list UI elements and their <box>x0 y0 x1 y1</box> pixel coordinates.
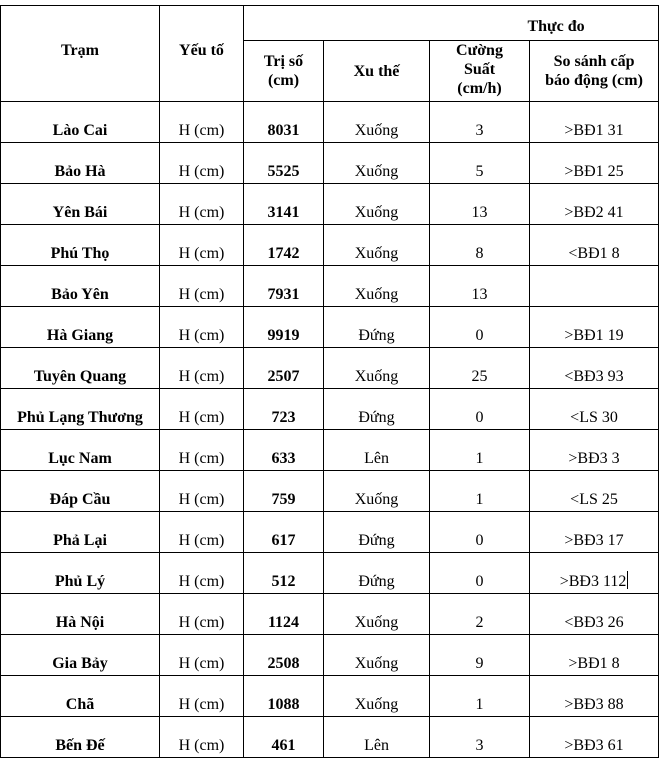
cell-trend[interactable]: Đứng <box>324 553 430 594</box>
cell-station[interactable]: Phú Thọ <box>1 225 160 266</box>
table-row <box>1 389 659 430</box>
cell-rate[interactable]: 0 <box>430 307 530 348</box>
table-row <box>1 430 659 471</box>
cell-rate[interactable]: 0 <box>430 512 530 553</box>
cell-element[interactable]: H (cm) <box>160 307 244 348</box>
cell-trend[interactable]: Xuống <box>324 143 430 184</box>
header-alarm-line2: báo động (cm) <box>545 72 643 89</box>
cell-trend[interactable]: Đứng <box>324 512 430 553</box>
cell-station[interactable]: Lục Nam <box>1 430 160 471</box>
cell-trend[interactable]: Xuống <box>324 471 430 512</box>
cell-trend[interactable]: Xuống <box>324 635 430 676</box>
cell-alarm-comparison[interactable]: >BĐ1 19 <box>530 307 659 348</box>
cell-element[interactable]: H (cm) <box>160 553 244 594</box>
cell-station[interactable]: Phủ Lạng Thương <box>1 389 160 430</box>
header-value-line1: Trị số <box>263 53 304 70</box>
cell-value[interactable]: 3141 <box>244 184 324 225</box>
cell-element[interactable]: H (cm) <box>160 266 244 307</box>
cell-rate[interactable]: 3 <box>430 717 530 758</box>
cell-rate[interactable]: 13 <box>430 266 530 307</box>
cell-alarm-comparison[interactable]: >BĐ3 17 <box>530 512 659 553</box>
cell-station[interactable]: Bảo Hà <box>1 143 160 184</box>
table-row <box>1 512 659 553</box>
cell-value[interactable]: 1742 <box>244 225 324 266</box>
cell-value[interactable]: 1124 <box>244 594 324 635</box>
cell-element[interactable]: H (cm) <box>160 184 244 225</box>
cell-rate[interactable]: 8 <box>430 225 530 266</box>
header-rate-line3: (cm/h) <box>457 80 502 97</box>
cell-trend[interactable]: Xuống <box>324 184 430 225</box>
cell-trend[interactable]: Đứng <box>324 389 430 430</box>
cell-alarm-comparison[interactable]: >BĐ1 31 <box>530 102 659 143</box>
cell-station[interactable]: Hà Giang <box>1 307 160 348</box>
header-alarm <box>530 41 659 102</box>
header-alarm-line1: So sánh cấp <box>553 53 635 70</box>
header-value <box>244 41 324 102</box>
cell-station[interactable]: Gia Bảy <box>1 635 160 676</box>
cell-value[interactable]: 1088 <box>244 676 324 717</box>
cell-element[interactable]: H (cm) <box>160 676 244 717</box>
cell-value[interactable]: 7931 <box>244 266 324 307</box>
cell-trend[interactable]: Xuống <box>324 266 430 307</box>
cell-element[interactable]: H (cm) <box>160 594 244 635</box>
cell-alarm-comparison[interactable]: <LS 25 <box>530 471 659 512</box>
cell-station[interactable]: Yên Bái <box>1 184 160 225</box>
table-row <box>1 594 659 635</box>
cell-station[interactable]: Lào Cai <box>1 102 160 143</box>
cell-rate[interactable]: 2 <box>430 594 530 635</box>
water-level-table <box>0 5 659 758</box>
table-row <box>1 348 659 389</box>
cell-value[interactable]: 2507 <box>244 348 324 389</box>
cell-rate[interactable]: 13 <box>430 184 530 225</box>
header-rate-line1: Cường <box>456 42 503 59</box>
table-row <box>1 676 659 717</box>
cell-element[interactable]: H (cm) <box>160 717 244 758</box>
cell-rate[interactable]: 1 <box>430 430 530 471</box>
cell-alarm-comparison[interactable]: <BĐ3 93 <box>530 348 659 389</box>
header-rate <box>430 41 530 102</box>
table-row <box>1 553 659 594</box>
table-row <box>1 143 659 184</box>
cell-alarm-comparison[interactable]: >BĐ3 3 <box>530 430 659 471</box>
cell-alarm-comparison[interactable]: >BĐ2 41 <box>530 184 659 225</box>
cell-value[interactable]: 723 <box>244 389 324 430</box>
cell-trend[interactable]: Đứng <box>324 307 430 348</box>
cell-trend[interactable]: Lên <box>324 717 430 758</box>
header-element: Yếu tố <box>160 6 244 102</box>
cell-element[interactable]: H (cm) <box>160 430 244 471</box>
cell-alarm-comparison[interactable]: <BĐ1 8 <box>530 225 659 266</box>
cell-rate[interactable]: 9 <box>430 635 530 676</box>
cell-element[interactable]: H (cm) <box>160 512 244 553</box>
cell-rate[interactable]: 25 <box>430 348 530 389</box>
cell-value[interactable]: 617 <box>244 512 324 553</box>
header-value-line2: (cm) <box>267 72 300 89</box>
cell-value[interactable]: 9919 <box>244 307 324 348</box>
cell-station[interactable]: Phủ Lý <box>1 553 160 594</box>
cell-station[interactable]: Hà Nội <box>1 594 160 635</box>
cell-rate[interactable]: 1 <box>430 471 530 512</box>
cell-rate[interactable]: 3 <box>430 102 530 143</box>
header-station: Trạm <box>1 6 160 102</box>
cell-value[interactable]: 2508 <box>244 635 324 676</box>
cell-element[interactable]: H (cm) <box>160 635 244 676</box>
cell-value[interactable]: 512 <box>244 553 324 594</box>
cell-element[interactable]: H (cm) <box>160 471 244 512</box>
cell-element[interactable]: H (cm) <box>160 143 244 184</box>
document-page <box>0 5 659 758</box>
header-measured-group: Thực đo <box>244 6 659 41</box>
cell-element[interactable]: H (cm) <box>160 348 244 389</box>
cell-station[interactable]: Bến Đế <box>1 717 160 758</box>
cell-element[interactable]: H (cm) <box>160 102 244 143</box>
cell-alarm-comparison[interactable]: <LS 30 <box>530 389 659 430</box>
cell-alarm-comparison[interactable]: >BĐ1 8 <box>530 635 659 676</box>
cell-alarm-comparison[interactable]: >BĐ3 112 <box>530 553 659 594</box>
cell-trend[interactable]: Xuống <box>324 348 430 389</box>
cell-trend[interactable]: Xuống <box>324 676 430 717</box>
table-row <box>1 266 659 307</box>
cell-value[interactable]: 759 <box>244 471 324 512</box>
cell-value[interactable]: 633 <box>244 430 324 471</box>
header-trend: Xu thế <box>324 41 430 102</box>
cell-rate[interactable]: 0 <box>430 553 530 594</box>
cell-station[interactable]: Chã <box>1 676 160 717</box>
cell-station[interactable]: Đáp Cầu <box>1 471 160 512</box>
cell-station[interactable]: Phả Lại <box>1 512 160 553</box>
cell-trend[interactable]: Xuống <box>324 594 430 635</box>
cell-trend[interactable]: Xuống <box>324 225 430 266</box>
cell-element[interactable]: H (cm) <box>160 389 244 430</box>
cell-rate[interactable]: 1 <box>430 676 530 717</box>
cell-station[interactable]: Tuyên Quang <box>1 348 160 389</box>
cell-trend[interactable]: Lên <box>324 430 430 471</box>
cell-alarm-comparison[interactable]: >BĐ3 61 <box>530 717 659 758</box>
cell-alarm-comparison[interactable]: >BĐ1 25 <box>530 143 659 184</box>
table-row <box>1 225 659 266</box>
table-row <box>1 184 659 225</box>
cell-rate[interactable]: 5 <box>430 143 530 184</box>
cell-trend[interactable]: Xuống <box>324 102 430 143</box>
cell-rate[interactable]: 0 <box>430 389 530 430</box>
table-body <box>1 102 659 758</box>
cell-station[interactable]: Bảo Yên <box>1 266 160 307</box>
cell-alarm-comparison[interactable] <box>530 266 659 307</box>
table-row <box>1 307 659 348</box>
table-row <box>1 102 659 143</box>
table-row <box>1 471 659 512</box>
table-row <box>1 635 659 676</box>
cell-value[interactable]: 5525 <box>244 143 324 184</box>
cell-alarm-comparison[interactable]: <BĐ3 26 <box>530 594 659 635</box>
table-row <box>1 717 659 758</box>
cell-alarm-comparison[interactable]: >BĐ3 88 <box>530 676 659 717</box>
header-rate-line2: Suất <box>463 61 496 78</box>
cell-element[interactable]: H (cm) <box>160 225 244 266</box>
text-cursor <box>627 571 628 589</box>
header-row-1 <box>1 6 659 41</box>
cell-value[interactable]: 461 <box>244 717 324 758</box>
cell-value[interactable]: 8031 <box>244 102 324 143</box>
